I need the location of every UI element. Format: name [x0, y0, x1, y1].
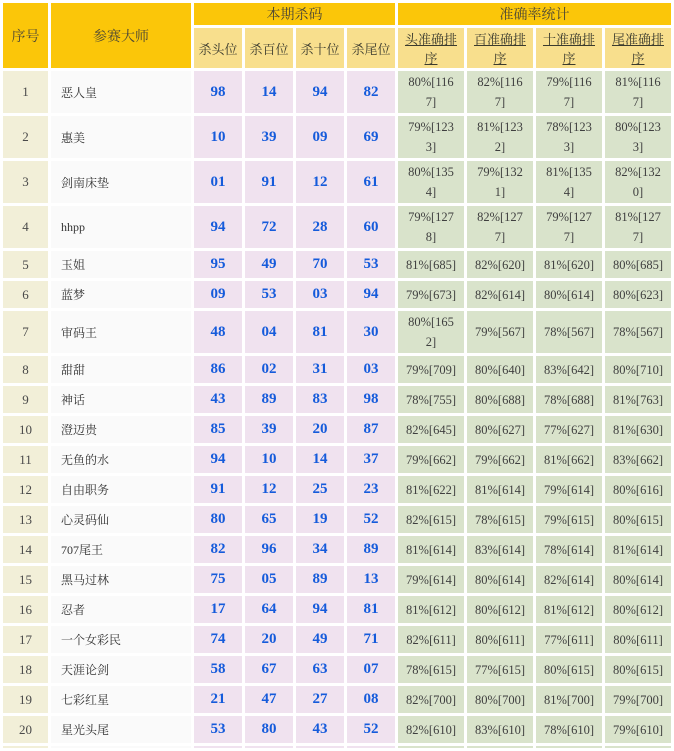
hundred-accuracy-value: 82%[614]: [467, 281, 533, 308]
tail-accuracy-value: 81%[630]: [605, 416, 671, 443]
group-header-kill-codes: 本期杀码: [194, 3, 395, 25]
hundred-accuracy-value: 77%[615]: [467, 656, 533, 683]
sort-link-ten-accuracy[interactable]: 十准确排序: [536, 28, 602, 68]
kill-hundred-value: 80: [245, 716, 293, 743]
hundred-accuracy-value: 82%[1277]: [467, 206, 533, 248]
table-row: [3, 356, 671, 383]
hundred-accuracy-value: 80%[614]: [467, 566, 533, 593]
kill-head-value: 94: [194, 206, 242, 248]
kill-tail-value: 71: [347, 626, 395, 653]
ten-accuracy-value: 79%[615]: [536, 506, 602, 533]
table-row: [3, 476, 671, 503]
hundred-accuracy-value: 81%[614]: [467, 476, 533, 503]
kill-head-value: 75: [194, 566, 242, 593]
kill-tail-value: 07: [347, 656, 395, 683]
tail-accuracy-value: 80%[1233]: [605, 116, 671, 158]
kill-hundred-value: 39: [245, 116, 293, 158]
master-name: 蓝梦: [51, 281, 191, 308]
hundred-accuracy-value: 82%[1167]: [467, 71, 533, 113]
col-header-kill-head: 杀头位: [194, 28, 242, 68]
master-name: 心灵码仙: [51, 506, 191, 533]
hundred-accuracy-value: 78%[615]: [467, 506, 533, 533]
ten-accuracy-value: 81%[1354]: [536, 161, 602, 203]
kill-tail-value: 61: [347, 161, 395, 203]
head-accuracy-value: 82%[610]: [398, 716, 464, 743]
kill-head-value: 43: [194, 386, 242, 413]
hundred-accuracy-value: 79%[662]: [467, 446, 533, 473]
kill-tail-value: 94: [347, 281, 395, 308]
table-row: [3, 686, 671, 713]
master-name: 自由职务: [51, 476, 191, 503]
hundred-accuracy-value: 79%[1321]: [467, 161, 533, 203]
kill-hundred-value: 67: [245, 656, 293, 683]
kill-head-value: 17: [194, 596, 242, 623]
row-index: 6: [3, 281, 48, 308]
col-header-index: 序号: [3, 3, 48, 68]
kill-hundred-value: 20: [245, 626, 293, 653]
kill-hundred-value: 12: [245, 476, 293, 503]
kill-tail-value: 60: [347, 206, 395, 248]
hundred-accuracy-value: 83%[610]: [467, 716, 533, 743]
kill-tail-value: 52: [347, 506, 395, 533]
ten-accuracy-value: 81%[662]: [536, 446, 602, 473]
row-index: 10: [3, 416, 48, 443]
master-name: hhpp: [51, 206, 191, 248]
head-accuracy-value: 82%[645]: [398, 416, 464, 443]
hundred-accuracy-value: 79%[567]: [467, 311, 533, 353]
tail-accuracy-value: 79%[610]: [605, 716, 671, 743]
master-name: 忍者: [51, 596, 191, 623]
tail-accuracy-value: 80%[616]: [605, 476, 671, 503]
table-row: [3, 71, 671, 113]
kill-hundred-value: 91: [245, 161, 293, 203]
kill-tail-value: 03: [347, 356, 395, 383]
tail-accuracy-value: 81%[763]: [605, 386, 671, 413]
master-name: 澄迈贵: [51, 416, 191, 443]
head-accuracy-value: 80%[1354]: [398, 161, 464, 203]
master-name: 审码王: [51, 311, 191, 353]
head-accuracy-value: 78%[755]: [398, 386, 464, 413]
head-accuracy-value: 78%[615]: [398, 656, 464, 683]
row-index: 5: [3, 251, 48, 278]
kill-ten-value: 25: [296, 476, 344, 503]
row-index: 1: [3, 71, 48, 113]
tail-accuracy-value: 80%[615]: [605, 656, 671, 683]
hundred-accuracy-value: 80%[700]: [467, 686, 533, 713]
kill-hundred-value: 96: [245, 536, 293, 563]
kill-hundred-value: 05: [245, 566, 293, 593]
kill-ten-value: 43: [296, 716, 344, 743]
row-index: 13: [3, 506, 48, 533]
tail-accuracy-value: 78%[567]: [605, 311, 671, 353]
kill-tail-value: 23: [347, 476, 395, 503]
kill-ten-value: 12: [296, 161, 344, 203]
hundred-accuracy-value: 80%[627]: [467, 416, 533, 443]
sort-link-tail-accuracy[interactable]: 尾准确排序: [605, 28, 671, 68]
kill-tail-value: 98: [347, 386, 395, 413]
master-name: 玉姐: [51, 251, 191, 278]
kill-ten-value: 94: [296, 71, 344, 113]
kill-ten-value: 63: [296, 656, 344, 683]
ten-accuracy-value: 77%[627]: [536, 416, 602, 443]
table-row: [3, 536, 671, 563]
head-accuracy-value: 82%[700]: [398, 686, 464, 713]
ten-accuracy-value: 77%[611]: [536, 626, 602, 653]
kill-ten-value: 83: [296, 386, 344, 413]
row-index: 16: [3, 596, 48, 623]
kill-head-value: 74: [194, 626, 242, 653]
tail-accuracy-value: 82%[1320]: [605, 161, 671, 203]
kill-ten-value: 03: [296, 281, 344, 308]
kill-tail-value: 82: [347, 71, 395, 113]
tail-accuracy-value: 80%[611]: [605, 626, 671, 653]
master-name: 恶人皇: [51, 71, 191, 113]
kill-tail-value: 37: [347, 446, 395, 473]
head-accuracy-value: 80%[1167]: [398, 71, 464, 113]
table-row: [3, 596, 671, 623]
table-row: [3, 161, 671, 203]
ten-accuracy-value: 78%[567]: [536, 311, 602, 353]
row-index: 15: [3, 566, 48, 593]
master-name: 七彩红星: [51, 686, 191, 713]
table-row: [3, 206, 671, 248]
kill-head-value: 21: [194, 686, 242, 713]
ten-accuracy-value: 81%[700]: [536, 686, 602, 713]
tail-accuracy-value: 80%[685]: [605, 251, 671, 278]
kill-ten-value: 09: [296, 116, 344, 158]
tail-accuracy-value: 80%[614]: [605, 566, 671, 593]
kill-head-value: 94: [194, 446, 242, 473]
row-index: 9: [3, 386, 48, 413]
kill-hundred-value: 04: [245, 311, 293, 353]
row-index: 18: [3, 656, 48, 683]
table-row: [3, 116, 671, 158]
head-accuracy-value: 81%[685]: [398, 251, 464, 278]
row-index: 7: [3, 311, 48, 353]
head-accuracy-value: 79%[662]: [398, 446, 464, 473]
kill-hundred-value: 49: [245, 251, 293, 278]
table-row: [3, 626, 671, 653]
kill-ten-value: 49: [296, 626, 344, 653]
kill-head-value: 01: [194, 161, 242, 203]
kill-tail-value: 81: [347, 596, 395, 623]
kill-hundred-value: 02: [245, 356, 293, 383]
sort-link-head-accuracy[interactable]: 头准确排序: [398, 28, 464, 68]
head-accuracy-value: 82%[615]: [398, 506, 464, 533]
kill-ten-value: 89: [296, 566, 344, 593]
kill-tail-value: 89: [347, 536, 395, 563]
head-accuracy-value: 79%[709]: [398, 356, 464, 383]
col-header-kill-ten: 杀十位: [296, 28, 344, 68]
kill-ten-value: 28: [296, 206, 344, 248]
kill-hundred-value: 53: [245, 281, 293, 308]
ten-accuracy-value: 80%[615]: [536, 656, 602, 683]
tail-accuracy-value: 81%[1167]: [605, 71, 671, 113]
head-accuracy-value: 82%[611]: [398, 626, 464, 653]
kill-hundred-value: 72: [245, 206, 293, 248]
kill-head-value: 85: [194, 416, 242, 443]
master-name: 天涯论剑: [51, 656, 191, 683]
kill-head-value: 98: [194, 71, 242, 113]
tail-accuracy-value: 83%[662]: [605, 446, 671, 473]
group-header-accuracy: 准确率统计: [398, 3, 671, 25]
kill-ten-value: 20: [296, 416, 344, 443]
kill-tail-value: 87: [347, 416, 395, 443]
ten-accuracy-value: 79%[1277]: [536, 206, 602, 248]
row-index: 8: [3, 356, 48, 383]
kill-ten-value: 70: [296, 251, 344, 278]
tail-accuracy-value: 81%[614]: [605, 536, 671, 563]
ten-accuracy-value: 78%[1233]: [536, 116, 602, 158]
kill-head-value: 95: [194, 251, 242, 278]
master-name: 甜甜: [51, 356, 191, 383]
ten-accuracy-value: 78%[614]: [536, 536, 602, 563]
master-name: 707尾王: [51, 536, 191, 563]
row-index: 12: [3, 476, 48, 503]
kill-hundred-value: 47: [245, 686, 293, 713]
kill-hundred-value: 39: [245, 416, 293, 443]
hundred-accuracy-value: 82%[620]: [467, 251, 533, 278]
row-index: 17: [3, 626, 48, 653]
kill-tail-value: 30: [347, 311, 395, 353]
kill-ten-value: 34: [296, 536, 344, 563]
row-index: 20: [3, 716, 48, 743]
tail-accuracy-value: 80%[615]: [605, 506, 671, 533]
master-name: 惠美: [51, 116, 191, 158]
ten-accuracy-value: 79%[614]: [536, 476, 602, 503]
table-row: [3, 716, 671, 743]
tail-accuracy-value: 81%[1277]: [605, 206, 671, 248]
head-accuracy-value: 80%[1652]: [398, 311, 464, 353]
table-row: [3, 281, 671, 308]
row-index: 4: [3, 206, 48, 248]
kill-hundred-value: 65: [245, 506, 293, 533]
head-accuracy-value: 81%[614]: [398, 536, 464, 563]
table-row: [3, 446, 671, 473]
ten-accuracy-value: 78%[688]: [536, 386, 602, 413]
kill-head-value: 53: [194, 716, 242, 743]
master-name: 无鱼的水: [51, 446, 191, 473]
ten-accuracy-value: 83%[642]: [536, 356, 602, 383]
ten-accuracy-value: 82%[614]: [536, 566, 602, 593]
head-accuracy-value: 81%[622]: [398, 476, 464, 503]
tail-accuracy-value: 80%[623]: [605, 281, 671, 308]
row-index: 14: [3, 536, 48, 563]
table-row: [3, 386, 671, 413]
kill-tail-value: 52: [347, 716, 395, 743]
hundred-accuracy-value: 83%[614]: [467, 536, 533, 563]
table-row: [3, 566, 671, 593]
kill-ten-value: 31: [296, 356, 344, 383]
kill-head-value: 80: [194, 506, 242, 533]
row-index: 11: [3, 446, 48, 473]
kill-tail-value: 53: [347, 251, 395, 278]
hundred-accuracy-value: 80%[612]: [467, 596, 533, 623]
ten-accuracy-value: 81%[612]: [536, 596, 602, 623]
kill-tail-value: 08: [347, 686, 395, 713]
master-name: 剑南床垫: [51, 161, 191, 203]
col-header-kill-hundred: 杀百位: [245, 28, 293, 68]
kill-head-value: 58: [194, 656, 242, 683]
kill-tail-value: 69: [347, 116, 395, 158]
col-header-kill-tail: 杀尾位: [347, 28, 395, 68]
kill-hundred-value: 64: [245, 596, 293, 623]
kill-tail-value: 13: [347, 566, 395, 593]
kill-hundred-value: 89: [245, 386, 293, 413]
kill-head-value: 09: [194, 281, 242, 308]
tail-accuracy-value: 80%[710]: [605, 356, 671, 383]
hundred-accuracy-value: 80%[688]: [467, 386, 533, 413]
tail-accuracy-value: 79%[700]: [605, 686, 671, 713]
table-row: [3, 251, 671, 278]
tail-accuracy-value: 80%[612]: [605, 596, 671, 623]
head-accuracy-value: 79%[1233]: [398, 116, 464, 158]
kill-hundred-value: 10: [245, 446, 293, 473]
table-row: [3, 506, 671, 533]
partial-row: [3, 746, 671, 748]
head-accuracy-value: 81%[612]: [398, 596, 464, 623]
head-accuracy-value: 79%[1278]: [398, 206, 464, 248]
kill-ten-value: 94: [296, 596, 344, 623]
hundred-accuracy-value: 80%[611]: [467, 626, 533, 653]
head-accuracy-value: 79%[673]: [398, 281, 464, 308]
kill-ten-value: 14: [296, 446, 344, 473]
ten-accuracy-value: 80%[614]: [536, 281, 602, 308]
row-index: 19: [3, 686, 48, 713]
table-row: [3, 656, 671, 683]
master-name: 神话: [51, 386, 191, 413]
col-header-master: 参赛大师: [51, 3, 191, 68]
kill-ten-value: 19: [296, 506, 344, 533]
table-row: [3, 311, 671, 353]
master-name: 一个女彩民: [51, 626, 191, 653]
kill-head-value: 91: [194, 476, 242, 503]
ten-accuracy-value: 81%[620]: [536, 251, 602, 278]
kill-head-value: 82: [194, 536, 242, 563]
kill-head-value: 10: [194, 116, 242, 158]
row-index: 2: [3, 116, 48, 158]
hundred-accuracy-value: 81%[1232]: [467, 116, 533, 158]
kill-ten-value: 81: [296, 311, 344, 353]
kill-ten-value: 27: [296, 686, 344, 713]
master-name: 星光头尾: [51, 716, 191, 743]
table-row: [3, 416, 671, 443]
ten-accuracy-value: 78%[610]: [536, 716, 602, 743]
hundred-accuracy-value: 80%[640]: [467, 356, 533, 383]
kill-head-value: 48: [194, 311, 242, 353]
kill-hundred-value: 14: [245, 71, 293, 113]
row-index: 3: [3, 161, 48, 203]
sort-link-hundred-accuracy[interactable]: 百准确排序: [467, 28, 533, 68]
kill-head-value: 86: [194, 356, 242, 383]
master-name: 黑马过林: [51, 566, 191, 593]
head-accuracy-value: 79%[614]: [398, 566, 464, 593]
ten-accuracy-value: 79%[1167]: [536, 71, 602, 113]
